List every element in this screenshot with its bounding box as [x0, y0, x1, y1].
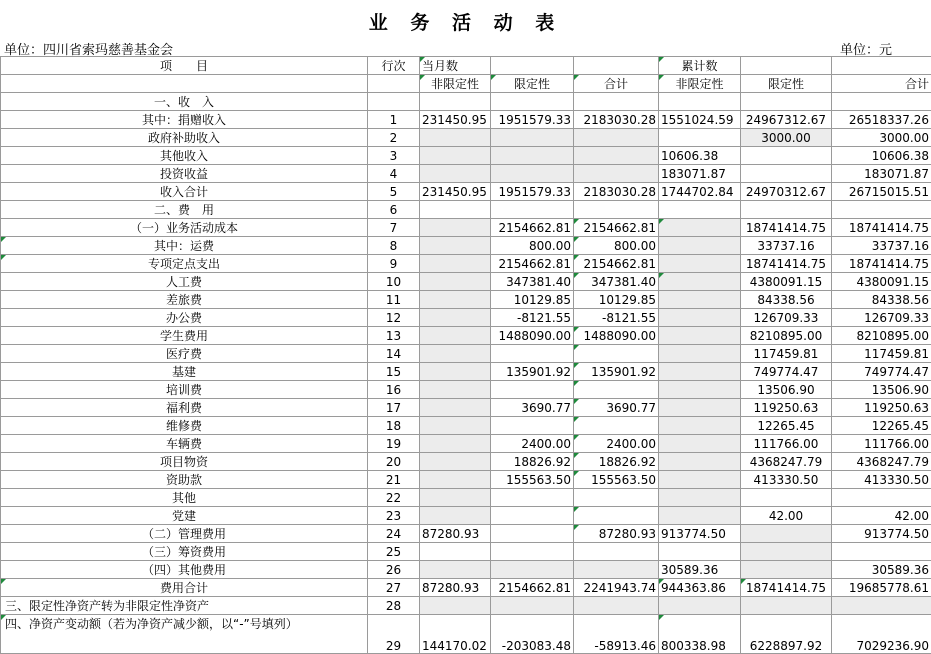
- cell-month-total[interactable]: [574, 489, 659, 507]
- row-label[interactable]: （四）其他费用: [1, 561, 368, 579]
- cell-month-unrestricted[interactable]: [420, 399, 491, 417]
- cell-month-unrestricted[interactable]: [420, 327, 491, 345]
- cell-cum-total[interactable]: 10606.38: [832, 147, 931, 165]
- cell-month-unrestricted[interactable]: [420, 489, 491, 507]
- cell-month-unrestricted[interactable]: 231450.95: [420, 183, 491, 201]
- row-label[interactable]: （二）管理费用: [1, 525, 368, 543]
- table-row: [1, 579, 931, 597]
- cell-cum-unrestricted[interactable]: [659, 291, 741, 309]
- cell-cum-total[interactable]: 749774.47: [832, 363, 931, 381]
- cell-month-unrestricted[interactable]: [420, 435, 491, 453]
- cell-month-unrestricted[interactable]: [420, 309, 491, 327]
- row-label[interactable]: 投资收益: [1, 165, 368, 183]
- cell-cum-total[interactable]: [832, 597, 931, 615]
- cell-cum-unrestricted[interactable]: [659, 309, 741, 327]
- row-label[interactable]: 四、净资产变动额（若为净资产减少额，以“-”号填列）: [1, 615, 368, 654]
- row-number[interactable]: 10: [368, 273, 420, 291]
- table-row: [1, 381, 931, 399]
- cell-month-unrestricted[interactable]: 231450.95: [420, 111, 491, 129]
- cell-month-restricted[interactable]: 2154662.81: [491, 255, 574, 273]
- cell-cum-unrestricted[interactable]: 944363.86: [659, 579, 741, 597]
- cell-month-unrestricted[interactable]: [420, 543, 491, 561]
- cell-cum-unrestricted[interactable]: [659, 507, 741, 525]
- cell-month-total[interactable]: [574, 129, 659, 147]
- row-label[interactable]: 二、费 用: [1, 201, 368, 219]
- header-cum-total[interactable]: 合计: [832, 75, 931, 93]
- row-number[interactable]: 7: [368, 219, 420, 237]
- cell-month-restricted[interactable]: 155563.50: [491, 471, 574, 489]
- row-label[interactable]: 一、收 入: [1, 93, 368, 111]
- table-row: [1, 345, 931, 363]
- cell-cum-restricted[interactable]: 24970312.67: [741, 183, 832, 201]
- cell-month-restricted[interactable]: 800.00: [491, 237, 574, 255]
- row-number[interactable]: 18: [368, 417, 420, 435]
- cell-cum-restricted[interactable]: 18741414.75: [741, 579, 832, 597]
- cell-cum-unrestricted[interactable]: [659, 435, 741, 453]
- cell-month-restricted[interactable]: 18826.92: [491, 453, 574, 471]
- row-label[interactable]: 差旅费: [1, 291, 368, 309]
- row-label[interactable]: （一）业务活动成本: [1, 219, 368, 237]
- header-blank-5[interactable]: [1, 75, 368, 93]
- table-row: [1, 543, 931, 561]
- row-number[interactable]: 4: [368, 165, 420, 183]
- cell-month-unrestricted[interactable]: [420, 291, 491, 309]
- cell-month-unrestricted[interactable]: [420, 453, 491, 471]
- cell-month-total[interactable]: 2400.00: [574, 435, 659, 453]
- row-number[interactable]: 15: [368, 363, 420, 381]
- cell-month-restricted[interactable]: [491, 561, 574, 579]
- row-label[interactable]: 资助款: [1, 471, 368, 489]
- cell-cum-restricted[interactable]: [741, 93, 832, 111]
- header-blank-2[interactable]: [574, 57, 659, 75]
- cell-month-restricted[interactable]: [491, 525, 574, 543]
- row-number[interactable]: 21: [368, 471, 420, 489]
- cell-cum-unrestricted[interactable]: [659, 543, 741, 561]
- cell-cum-unrestricted[interactable]: [659, 93, 741, 111]
- cell-cum-unrestricted[interactable]: [659, 597, 741, 615]
- cell-month-unrestricted[interactable]: [420, 417, 491, 435]
- row-label[interactable]: 学生费用: [1, 327, 368, 345]
- table-row: [1, 237, 931, 255]
- cell-cum-total[interactable]: 3000.00: [832, 129, 931, 147]
- cell-cum-restricted[interactable]: [741, 147, 832, 165]
- cell-month-unrestricted[interactable]: [420, 147, 491, 165]
- cell-month-restricted[interactable]: 3690.77: [491, 399, 574, 417]
- cell-month-unrestricted[interactable]: [420, 165, 491, 183]
- cell-month-unrestricted[interactable]: [420, 363, 491, 381]
- cell-month-restricted[interactable]: [491, 507, 574, 525]
- cell-cum-total[interactable]: 4380091.15: [832, 273, 931, 291]
- cell-cum-total[interactable]: [832, 201, 931, 219]
- cell-month-restricted[interactable]: [491, 147, 574, 165]
- cell-month-unrestricted[interactable]: 144170.02: [420, 615, 491, 654]
- cell-cum-unrestricted[interactable]: [659, 327, 741, 345]
- table-row: [1, 165, 931, 183]
- cell-month-restricted[interactable]: [491, 597, 574, 615]
- cell-month-unrestricted[interactable]: [420, 273, 491, 291]
- row-number[interactable]: 8: [368, 237, 420, 255]
- table-row: [1, 147, 931, 165]
- cell-cum-total[interactable]: 7029236.90: [832, 615, 931, 654]
- cell-month-total[interactable]: 18826.92: [574, 453, 659, 471]
- cell-month-restricted[interactable]: 1951579.33: [491, 111, 574, 129]
- cell-cum-total[interactable]: 30589.36: [832, 561, 931, 579]
- cell-cum-total[interactable]: 42.00: [832, 507, 931, 525]
- cell-cum-restricted[interactable]: 4368247.79: [741, 453, 832, 471]
- cell-cum-unrestricted[interactable]: 10606.38: [659, 147, 741, 165]
- table-row: [1, 201, 931, 219]
- row-label[interactable]: 办公费: [1, 309, 368, 327]
- cell-cum-restricted[interactable]: 6228897.92: [741, 615, 832, 654]
- row-number[interactable]: 23: [368, 507, 420, 525]
- cell-cum-restricted[interactable]: 84338.56: [741, 291, 832, 309]
- cell-month-total[interactable]: [574, 597, 659, 615]
- cell-month-restricted[interactable]: 2154662.81: [491, 579, 574, 597]
- cell-cum-restricted[interactable]: 24967312.67: [741, 111, 832, 129]
- cell-cum-unrestricted[interactable]: [659, 381, 741, 399]
- cell-cum-restricted[interactable]: 13506.90: [741, 381, 832, 399]
- row-label[interactable]: 培训费: [1, 381, 368, 399]
- row-label[interactable]: 项目物资: [1, 453, 368, 471]
- cell-cum-unrestricted[interactable]: 30589.36: [659, 561, 741, 579]
- cell-cum-unrestricted[interactable]: [659, 273, 741, 291]
- cell-month-restricted[interactable]: [491, 381, 574, 399]
- row-label[interactable]: 维修费: [1, 417, 368, 435]
- row-label[interactable]: 专项定点支出: [1, 255, 368, 273]
- cell-cum-unrestricted[interactable]: 1551024.59: [659, 111, 741, 129]
- cell-cum-restricted[interactable]: 749774.47: [741, 363, 832, 381]
- header-month-restricted[interactable]: 限定性: [491, 75, 574, 93]
- cell-month-restricted[interactable]: [491, 489, 574, 507]
- cell-month-restricted[interactable]: -203083.48: [491, 615, 574, 654]
- cell-month-unrestricted[interactable]: [420, 129, 491, 147]
- cell-month-total[interactable]: 2154662.81: [574, 255, 659, 273]
- table-row: [1, 93, 931, 111]
- report-title: 业 务 活 动 表: [0, 8, 931, 35]
- cell-cum-restricted[interactable]: 18741414.75: [741, 219, 832, 237]
- header-current-month[interactable]: 当月数: [420, 57, 491, 75]
- cell-cum-total[interactable]: 183071.87: [832, 165, 931, 183]
- cell-cum-unrestricted[interactable]: [659, 345, 741, 363]
- cell-cum-unrestricted[interactable]: [659, 255, 741, 273]
- organization-unit-label: 单位：四川省索玛慈善基金会: [4, 39, 173, 58]
- cell-cum-restricted[interactable]: 119250.63: [741, 399, 832, 417]
- row-label[interactable]: 基建: [1, 363, 368, 381]
- cell-cum-restricted[interactable]: 126709.33: [741, 309, 832, 327]
- cell-cum-unrestricted[interactable]: [659, 237, 741, 255]
- row-label[interactable]: 车辆费: [1, 435, 368, 453]
- cell-cum-total[interactable]: 26518337.26: [832, 111, 931, 129]
- cell-cum-restricted[interactable]: 4380091.15: [741, 273, 832, 291]
- cell-cum-restricted[interactable]: [741, 597, 832, 615]
- header-item[interactable]: 项 目: [1, 57, 368, 75]
- cell-cum-restricted[interactable]: [741, 525, 832, 543]
- cell-month-restricted[interactable]: 135901.92: [491, 363, 574, 381]
- cell-cum-total[interactable]: 13506.90: [832, 381, 931, 399]
- cell-cum-restricted[interactable]: 12265.45: [741, 417, 832, 435]
- cell-cum-restricted[interactable]: 42.00: [741, 507, 832, 525]
- table-row: [1, 615, 931, 654]
- cell-month-total[interactable]: 135901.92: [574, 363, 659, 381]
- row-label[interactable]: 其中：捐赠收入: [1, 111, 368, 129]
- cell-month-total[interactable]: 155563.50: [574, 471, 659, 489]
- header-blank-4[interactable]: [832, 57, 931, 75]
- cell-cum-total[interactable]: 126709.33: [832, 309, 931, 327]
- header-blank-3[interactable]: [741, 57, 832, 75]
- cell-month-restricted[interactable]: 2154662.81: [491, 219, 574, 237]
- header-row-1: [1, 57, 931, 75]
- cell-month-total[interactable]: [574, 165, 659, 183]
- cell-month-restricted[interactable]: [491, 93, 574, 111]
- row-label[interactable]: 费用合计: [1, 579, 368, 597]
- cell-month-total[interactable]: 3690.77: [574, 399, 659, 417]
- row-label[interactable]: 医疗费: [1, 345, 368, 363]
- row-label[interactable]: 其中：运费: [1, 237, 368, 255]
- cell-cum-total[interactable]: 12265.45: [832, 417, 931, 435]
- table-row: [1, 489, 931, 507]
- cell-month-total[interactable]: [574, 93, 659, 111]
- cell-month-unrestricted[interactable]: [420, 219, 491, 237]
- row-number[interactable]: 25: [368, 543, 420, 561]
- cell-month-total[interactable]: -8121.55: [574, 309, 659, 327]
- row-label[interactable]: 收入合计: [1, 183, 368, 201]
- cell-month-restricted[interactable]: -8121.55: [491, 309, 574, 327]
- row-number[interactable]: 14: [368, 345, 420, 363]
- cell-month-restricted[interactable]: 2400.00: [491, 435, 574, 453]
- cell-cum-restricted[interactable]: 18741414.75: [741, 255, 832, 273]
- cell-month-total[interactable]: 2183030.28: [574, 111, 659, 129]
- table-row: [1, 507, 931, 525]
- table-row: [1, 111, 931, 129]
- cell-cum-restricted[interactable]: 3000.00: [741, 129, 832, 147]
- cell-month-unrestricted[interactable]: [420, 345, 491, 363]
- table-row: [1, 363, 931, 381]
- header-cum-restricted[interactable]: 限定性: [741, 75, 832, 93]
- cell-cum-restricted[interactable]: [741, 201, 832, 219]
- row-number[interactable]: 9: [368, 255, 420, 273]
- table-row: [1, 561, 931, 579]
- row-number[interactable]: 5: [368, 183, 420, 201]
- cell-month-restricted[interactable]: [491, 417, 574, 435]
- cell-month-total[interactable]: [574, 561, 659, 579]
- row-number[interactable]: [368, 93, 420, 111]
- cell-cum-unrestricted[interactable]: 183071.87: [659, 165, 741, 183]
- cell-cum-unrestricted[interactable]: [659, 417, 741, 435]
- cell-month-restricted[interactable]: [491, 129, 574, 147]
- cell-month-unrestricted[interactable]: [420, 597, 491, 615]
- cell-cum-total[interactable]: [832, 93, 931, 111]
- cell-cum-unrestricted[interactable]: [659, 489, 741, 507]
- header-blank-1[interactable]: [491, 57, 574, 75]
- table-row: [1, 399, 931, 417]
- cell-cum-total[interactable]: 33737.16: [832, 237, 931, 255]
- cell-cum-restricted[interactable]: [741, 561, 832, 579]
- row-number[interactable]: 16: [368, 381, 420, 399]
- row-number[interactable]: 28: [368, 597, 420, 615]
- row-number[interactable]: 29: [368, 615, 420, 654]
- table-row: [1, 309, 931, 327]
- cell-month-unrestricted[interactable]: 87280.93: [420, 579, 491, 597]
- cell-cum-restricted[interactable]: 413330.50: [741, 471, 832, 489]
- header-row-2: [1, 75, 931, 93]
- cell-month-restricted[interactable]: 1488090.00: [491, 327, 574, 345]
- table-row: [1, 327, 931, 345]
- cell-month-total[interactable]: 87280.93: [574, 525, 659, 543]
- header-row-no[interactable]: 行次: [368, 57, 420, 75]
- cell-month-restricted[interactable]: 1951579.33: [491, 183, 574, 201]
- cell-cum-restricted[interactable]: 8210895.00: [741, 327, 832, 345]
- row-label[interactable]: 福利费: [1, 399, 368, 417]
- cell-month-total[interactable]: [574, 147, 659, 165]
- unit-bar: [0, 38, 931, 56]
- cell-cum-unrestricted[interactable]: [659, 399, 741, 417]
- cell-cum-unrestricted[interactable]: [659, 363, 741, 381]
- cell-cum-total[interactable]: 117459.81: [832, 345, 931, 363]
- row-label[interactable]: （三）筹资费用: [1, 543, 368, 561]
- cell-month-total[interactable]: 347381.40: [574, 273, 659, 291]
- cell-month-unrestricted[interactable]: [420, 255, 491, 273]
- table-row: [1, 255, 931, 273]
- cell-cum-total[interactable]: 8210895.00: [832, 327, 931, 345]
- cell-cum-total[interactable]: 26715015.51: [832, 183, 931, 201]
- row-number[interactable]: 3: [368, 147, 420, 165]
- table-row: [1, 435, 931, 453]
- cell-cum-total[interactable]: 4368247.79: [832, 453, 931, 471]
- row-number[interactable]: 20: [368, 453, 420, 471]
- row-number[interactable]: 22: [368, 489, 420, 507]
- cell-cum-restricted[interactable]: [741, 165, 832, 183]
- cell-cum-unrestricted[interactable]: [659, 201, 741, 219]
- cell-cum-total[interactable]: 18741414.75: [832, 219, 931, 237]
- cell-cum-total[interactable]: [832, 489, 931, 507]
- header-blank-6[interactable]: [368, 75, 420, 93]
- cell-cum-unrestricted[interactable]: [659, 219, 741, 237]
- row-label[interactable]: 三、限定性净资产转为非限定性净资产: [1, 597, 368, 615]
- table-row: [1, 417, 931, 435]
- cell-month-unrestricted[interactable]: [420, 381, 491, 399]
- cell-month-unrestricted[interactable]: [420, 201, 491, 219]
- business-activity-table: [0, 56, 931, 654]
- row-label[interactable]: 其他收入: [1, 147, 368, 165]
- cell-month-total[interactable]: [574, 201, 659, 219]
- cell-cum-total[interactable]: [832, 543, 931, 561]
- cell-month-total[interactable]: 2183030.28: [574, 183, 659, 201]
- row-number[interactable]: 26: [368, 561, 420, 579]
- row-number[interactable]: 17: [368, 399, 420, 417]
- cell-cum-unrestricted[interactable]: [659, 471, 741, 489]
- cell-cum-total[interactable]: 84338.56: [832, 291, 931, 309]
- cell-cum-unrestricted[interactable]: 800338.98: [659, 615, 741, 654]
- currency-unit-label: 单位：元: [840, 39, 892, 58]
- cell-cum-total[interactable]: 18741414.75: [832, 255, 931, 273]
- cell-month-restricted[interactable]: [491, 201, 574, 219]
- cell-month-restricted[interactable]: 347381.40: [491, 273, 574, 291]
- cell-month-unrestricted[interactable]: [420, 471, 491, 489]
- cell-month-restricted[interactable]: [491, 543, 574, 561]
- cell-cum-restricted[interactable]: 117459.81: [741, 345, 832, 363]
- cell-month-restricted[interactable]: 10129.85: [491, 291, 574, 309]
- table-row: [1, 129, 931, 147]
- header-month-total[interactable]: 合计: [574, 75, 659, 93]
- row-number[interactable]: 12: [368, 309, 420, 327]
- cell-month-total[interactable]: [574, 381, 659, 399]
- row-number[interactable]: 2: [368, 129, 420, 147]
- cell-cum-total[interactable]: 119250.63: [832, 399, 931, 417]
- row-number[interactable]: 11: [368, 291, 420, 309]
- row-number[interactable]: 24: [368, 525, 420, 543]
- cell-month-total[interactable]: 800.00: [574, 237, 659, 255]
- row-number[interactable]: 27: [368, 579, 420, 597]
- cell-month-restricted[interactable]: [491, 345, 574, 363]
- cell-month-unrestricted[interactable]: [420, 93, 491, 111]
- cell-cum-total[interactable]: 413330.50: [832, 471, 931, 489]
- cell-cum-restricted[interactable]: [741, 489, 832, 507]
- cell-cum-unrestricted[interactable]: [659, 129, 741, 147]
- cell-month-unrestricted[interactable]: 87280.93: [420, 525, 491, 543]
- cell-month-total[interactable]: 1488090.00: [574, 327, 659, 345]
- row-number[interactable]: 19: [368, 435, 420, 453]
- cell-month-total[interactable]: -58913.46: [574, 615, 659, 654]
- cell-cum-restricted[interactable]: [741, 543, 832, 561]
- table-row: [1, 183, 931, 201]
- cell-month-total[interactable]: 10129.85: [574, 291, 659, 309]
- cell-month-total[interactable]: 2241943.74: [574, 579, 659, 597]
- cell-month-total[interactable]: [574, 417, 659, 435]
- table-row: [1, 453, 931, 471]
- table-row: [1, 471, 931, 489]
- cell-month-total[interactable]: 2154662.81: [574, 219, 659, 237]
- header-month-unrestricted[interactable]: 非限定性: [420, 75, 491, 93]
- row-label[interactable]: 政府补助收入: [1, 129, 368, 147]
- cell-cum-unrestricted[interactable]: [659, 453, 741, 471]
- table-row: [1, 525, 931, 543]
- cell-month-total[interactable]: [574, 507, 659, 525]
- cell-cum-restricted[interactable]: 111766.00: [741, 435, 832, 453]
- cell-cum-unrestricted[interactable]: 1744702.84: [659, 183, 741, 201]
- cell-cum-restricted[interactable]: 33737.16: [741, 237, 832, 255]
- row-label[interactable]: 党建: [1, 507, 368, 525]
- cell-month-total[interactable]: [574, 543, 659, 561]
- cell-month-total[interactable]: [574, 345, 659, 363]
- table-row: [1, 597, 931, 615]
- row-number[interactable]: 6: [368, 201, 420, 219]
- table-row: [1, 273, 931, 291]
- cell-cum-total[interactable]: 111766.00: [832, 435, 931, 453]
- cell-month-restricted[interactable]: [491, 165, 574, 183]
- cell-cum-total[interactable]: 19685778.61: [832, 579, 931, 597]
- row-label[interactable]: 其他: [1, 489, 368, 507]
- header-cumulative[interactable]: 累计数: [659, 57, 741, 75]
- cell-month-unrestricted[interactable]: [420, 237, 491, 255]
- table-row: [1, 219, 931, 237]
- row-number[interactable]: 13: [368, 327, 420, 345]
- cell-cum-total[interactable]: 913774.50: [832, 525, 931, 543]
- cell-month-unrestricted[interactable]: [420, 561, 491, 579]
- row-label[interactable]: 人工费: [1, 273, 368, 291]
- table-row: [1, 291, 931, 309]
- row-number[interactable]: 1: [368, 111, 420, 129]
- cell-month-unrestricted[interactable]: [420, 507, 491, 525]
- cell-cum-unrestricted[interactable]: 913774.50: [659, 525, 741, 543]
- header-cum-unrestricted[interactable]: 非限定性: [659, 75, 741, 93]
